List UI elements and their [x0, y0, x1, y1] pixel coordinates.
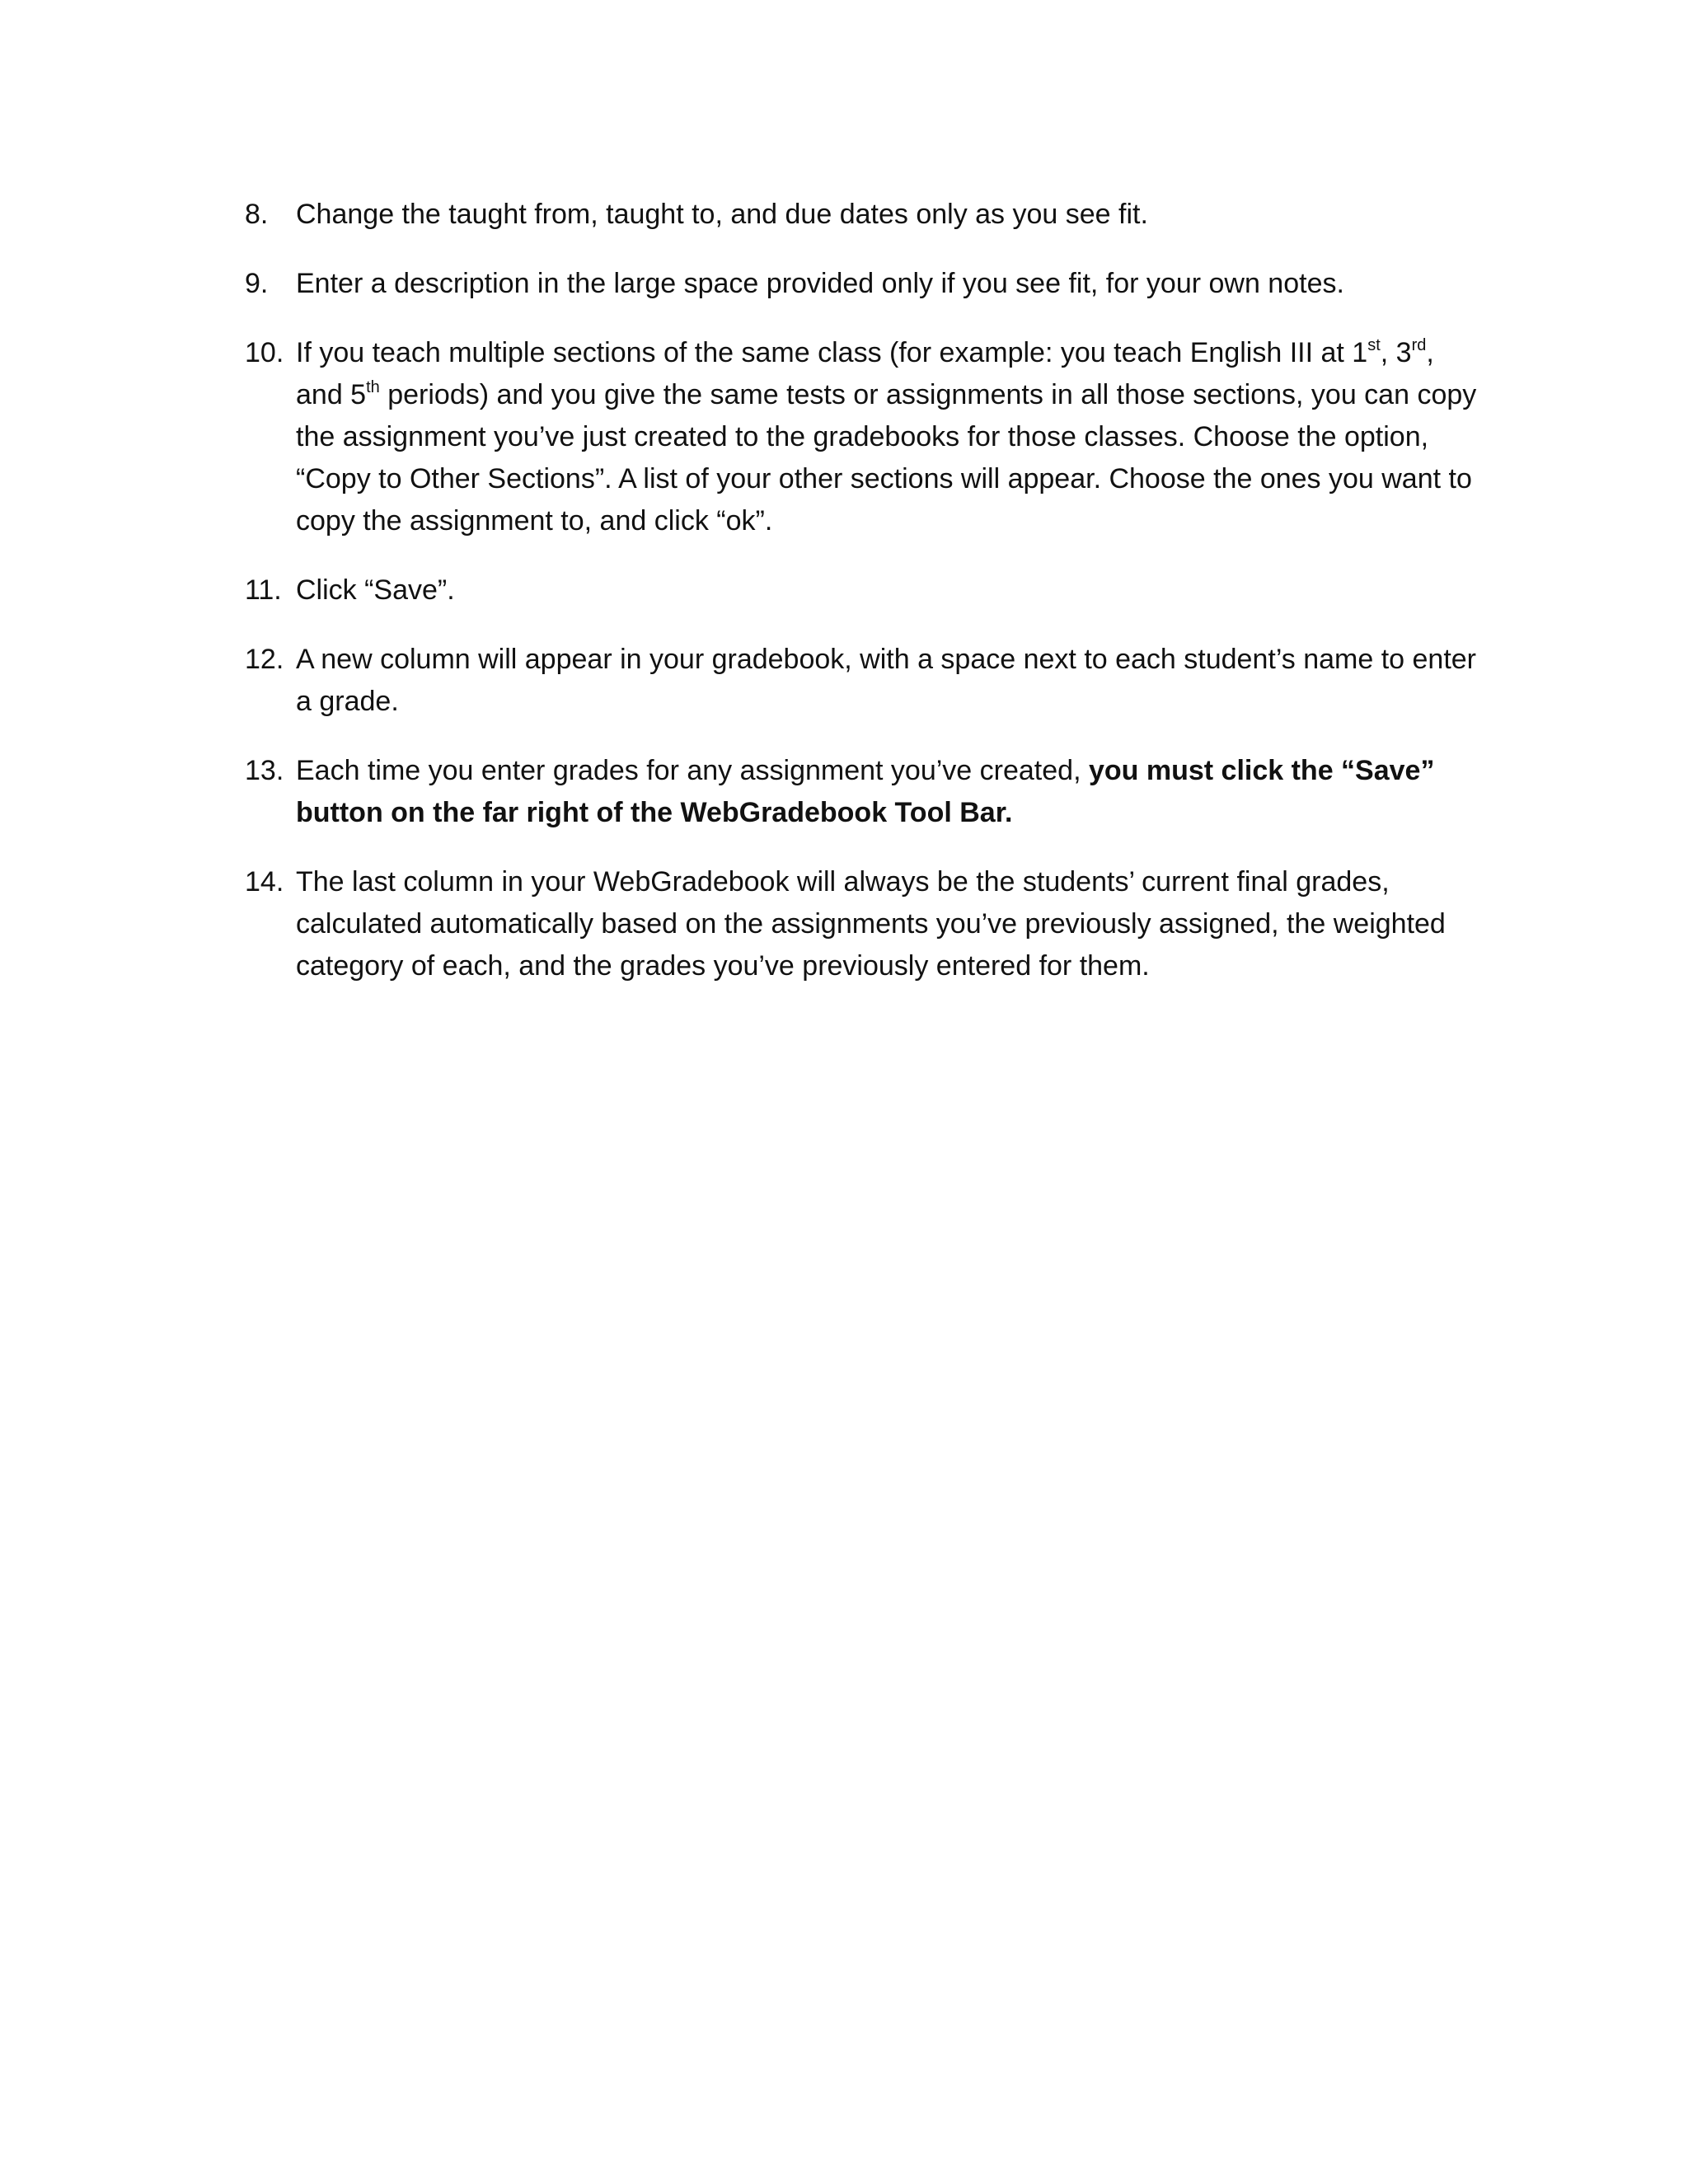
list-text-part: , 3 — [1380, 337, 1412, 368]
list-item-11 — [245, 569, 1481, 612]
list-number: 9. — [245, 268, 269, 299]
list-item-14 — [245, 861, 1481, 987]
instruction-list — [245, 194, 1481, 1015]
list-number: 8. — [245, 199, 269, 230]
list-text — [296, 750, 1481, 834]
list-text-part: periods) and you give the same tests or assignments in all those sections, you can copy the assignment you’ve just created to the gradebooks for those classes. Choose the option, “Copy to Other Sections”. A list of your other sections will appear. Choose the ones you want to copy the assignment to, and click “ok”. — [296, 379, 1477, 537]
list-text: Change the taught from, taught to, and due dates only as you see fit. — [296, 199, 1148, 230]
list-text: A new column will appear in your gradebook, with a space next to each student’s name to enter a grade. — [296, 644, 1477, 717]
list-text: The last column in your WebGradebook will always be the students’ current final grades, calculated automatically based on the assignments you’ve previously assigned, the weighted category of each, and the grades you’ve previously entered for them. — [296, 866, 1446, 982]
ordinal-suffix: th — [366, 378, 380, 396]
emphasis-text: you must click the “Save” button on the far right of the WebGradebook Tool Bar. — [296, 755, 1435, 828]
list-number: 12. — [245, 644, 284, 675]
list-number: 10. — [245, 337, 284, 368]
list-text-part: , and 5 — [296, 337, 1434, 410]
ordinal-suffix: rd — [1411, 336, 1427, 354]
list-text: Enter a description in the large space provided only if you see fit, for your own notes. — [296, 268, 1344, 299]
list-item-13 — [245, 750, 1481, 834]
list-item-12 — [245, 639, 1481, 723]
list-number: 13. — [245, 755, 284, 786]
list-item-10 — [245, 332, 1481, 542]
list-text: Click “Save”. — [296, 574, 455, 606]
list-text-part: If you teach multiple sections of the same class (for example: you teach English III at 1 — [296, 337, 1368, 368]
list-item-9 — [245, 263, 1481, 305]
list-item-8 — [245, 194, 1481, 236]
list-text-part: Each time you enter grades for any assignment you’ve created, — [296, 755, 1089, 786]
list-number: 11. — [245, 574, 282, 606]
list-number: 14. — [245, 866, 284, 898]
list-text — [296, 332, 1481, 542]
ordinal-suffix: st — [1367, 336, 1381, 354]
